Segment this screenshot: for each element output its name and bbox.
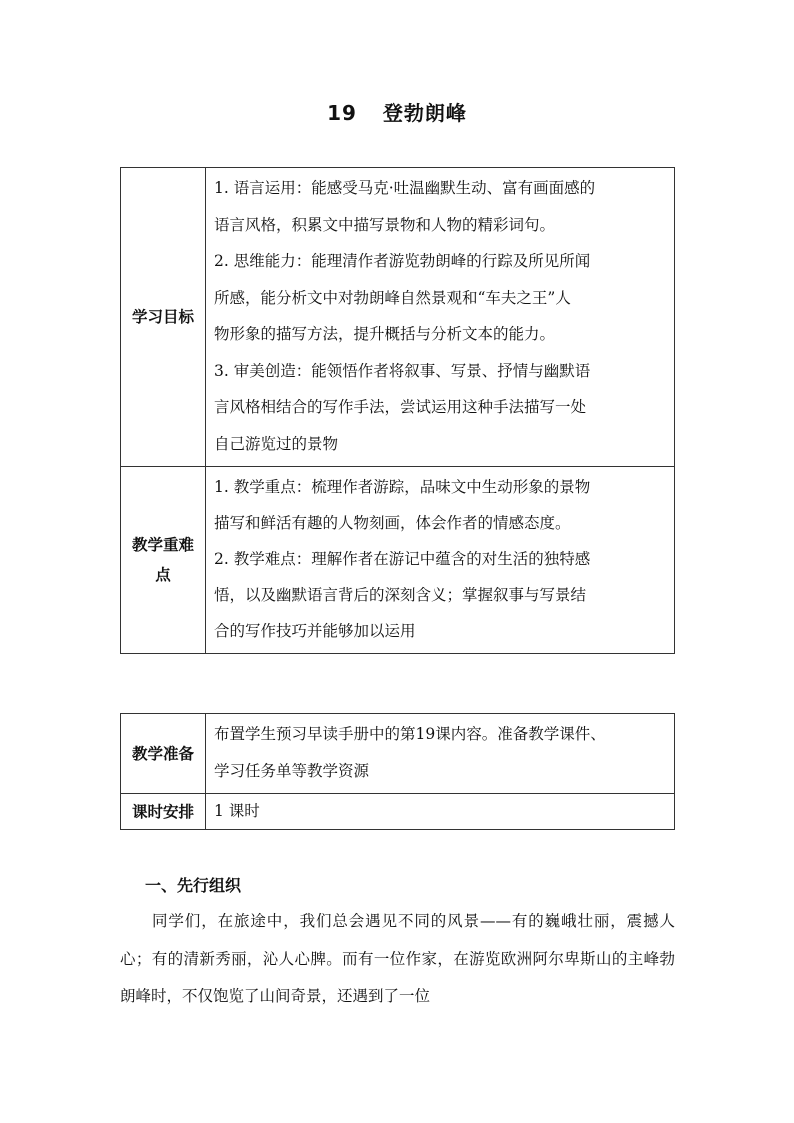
preparation-table: [120, 713, 675, 830]
section-heading: 一、先行组织: [145, 876, 242, 895]
table-row: [121, 794, 675, 830]
goals-line: 1. 语言运用：能感受马克·吐温幽默生动、富有画面感的: [214, 179, 596, 197]
section-paragraph: [120, 903, 675, 1016]
goals-line: 自己游览过的景物: [214, 434, 339, 453]
key-points-label-line: 教学重难: [131, 536, 194, 554]
key-points-line: 1. 教学重点：梳理作者游踪，品味文中生动形象的景物: [214, 478, 591, 496]
table-row: [121, 714, 675, 794]
goals-line: 语言风格，积累文中描写景物和人物的精彩词句。: [214, 215, 556, 234]
paragraph-line: 丽，震撼人心；有的清新秀丽，沁人心脾。而有一位作家，在游览欧: [120, 912, 675, 968]
preparation-line: 学习任务单等教学资源: [214, 761, 370, 780]
goals-content: [206, 168, 675, 467]
paragraph-line: 同学们，在旅途中，我们总会遇见不同的风景——有的巍峨壮: [152, 912, 594, 930]
goals-line: 所感，能分析文中对勃朗峰自然景观和“车夫之王”人: [214, 288, 571, 307]
table-row: [121, 467, 675, 654]
goals-line: 言风格相结合的写作手法，尝试运用这种手法描写一处: [214, 398, 587, 416]
schedule-label: 课时安排: [121, 794, 206, 830]
key-points-line: 描写和鲜活有趣的人物刻画，体会作者的情感态度。: [214, 514, 571, 532]
goals-label: 学习目标: [121, 168, 206, 467]
key-points-label-line: 点: [155, 566, 171, 584]
lesson-title: 登勃朗峰: [382, 101, 467, 125]
preparation-line: 布置学生预习早读手册中的第19课内容。准备教学课件、: [214, 725, 606, 743]
lesson-plan-table: [120, 167, 675, 654]
goals-line: 3. 审美创造：能领悟作者将叙事、写景、抒情与幽默语: [214, 361, 591, 380]
table-row: [121, 168, 675, 467]
goals-line: 2. 思维能力：能理清作者游览勃朗峰的行踪及所见所闻: [214, 252, 591, 270]
key-points-label: [121, 467, 206, 654]
page-title: [0, 97, 794, 126]
preparation-label: 教学准备: [121, 714, 206, 794]
key-points-content: [206, 467, 675, 654]
schedule-value: 1 课时: [206, 794, 675, 830]
preparation-content: [206, 714, 675, 794]
key-points-line: 合的写作技巧并能够加以运用: [214, 622, 416, 640]
key-points-line: 2. 教学难点：理解作者在游记中蕴含的对生活的独特感: [214, 550, 591, 568]
paragraph-line: 洲阿尔卑斯山的主峰勃朗峰时，不仅饱览了山间奇景，还遇到了一位: [120, 949, 675, 1005]
goals-line: 物形象的描写方法，提升概括与分析文本的能力。: [214, 325, 556, 343]
lesson-number: 19: [327, 101, 357, 125]
key-points-line: 悟，以及幽默语言背后的深刻含义；掌握叙事与写景结: [214, 586, 587, 604]
